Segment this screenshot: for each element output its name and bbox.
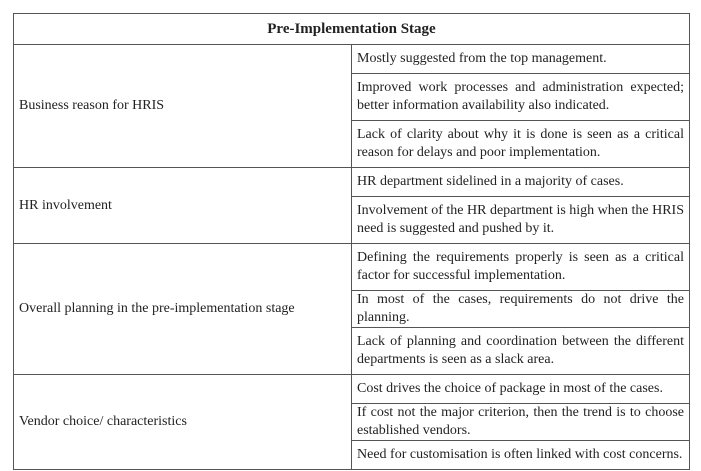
table-row	[14, 244, 690, 291]
table-cell: HR department sidelined in a majority of cases.	[352, 168, 690, 197]
pre-implementation-table	[13, 13, 690, 470]
table-cell: Defining the requirements properly is seen as a critical factor for successful implementation.	[352, 244, 690, 291]
table-cell: Involvement of the HR department is high when the HRIS need is suggested and pushed by it.	[352, 197, 690, 244]
table-title: Pre-Implementation Stage	[14, 14, 690, 45]
table-cell: Improved work processes and administration expected; better information availability also indicated.	[352, 74, 690, 121]
table-cell: If cost not the major criterion, then the trend is to choose established vendors.	[352, 404, 690, 441]
document-page	[13, 13, 690, 469]
table-cell: Cost drives the choice of package in most of the cases.	[352, 375, 690, 404]
category-business-reason: Business reason for HRIS	[14, 45, 352, 168]
table-row	[14, 45, 690, 74]
table-header-row	[14, 14, 690, 45]
table-cell: Need for customisation is often linked with cost concerns.	[352, 441, 690, 470]
table-cell: Lack of planning and coordination between the different departments is seen as a slack area.	[352, 328, 690, 375]
category-vendor-choice: Vendor choice/ characteristics	[14, 375, 352, 470]
table-cell: In most of the cases, requirements do not drive the planning.	[352, 291, 690, 328]
table-row	[14, 168, 690, 197]
category-overall-planning: Overall planning in the pre-implementation stage	[14, 244, 352, 375]
table-cell: Mostly suggested from the top management.	[352, 45, 690, 74]
table-row	[14, 375, 690, 404]
table-cell: Lack of clarity about why it is done is seen as a critical reason for delays and poor implementation.	[352, 121, 690, 168]
category-hr-involvement: HR involvement	[14, 168, 352, 244]
